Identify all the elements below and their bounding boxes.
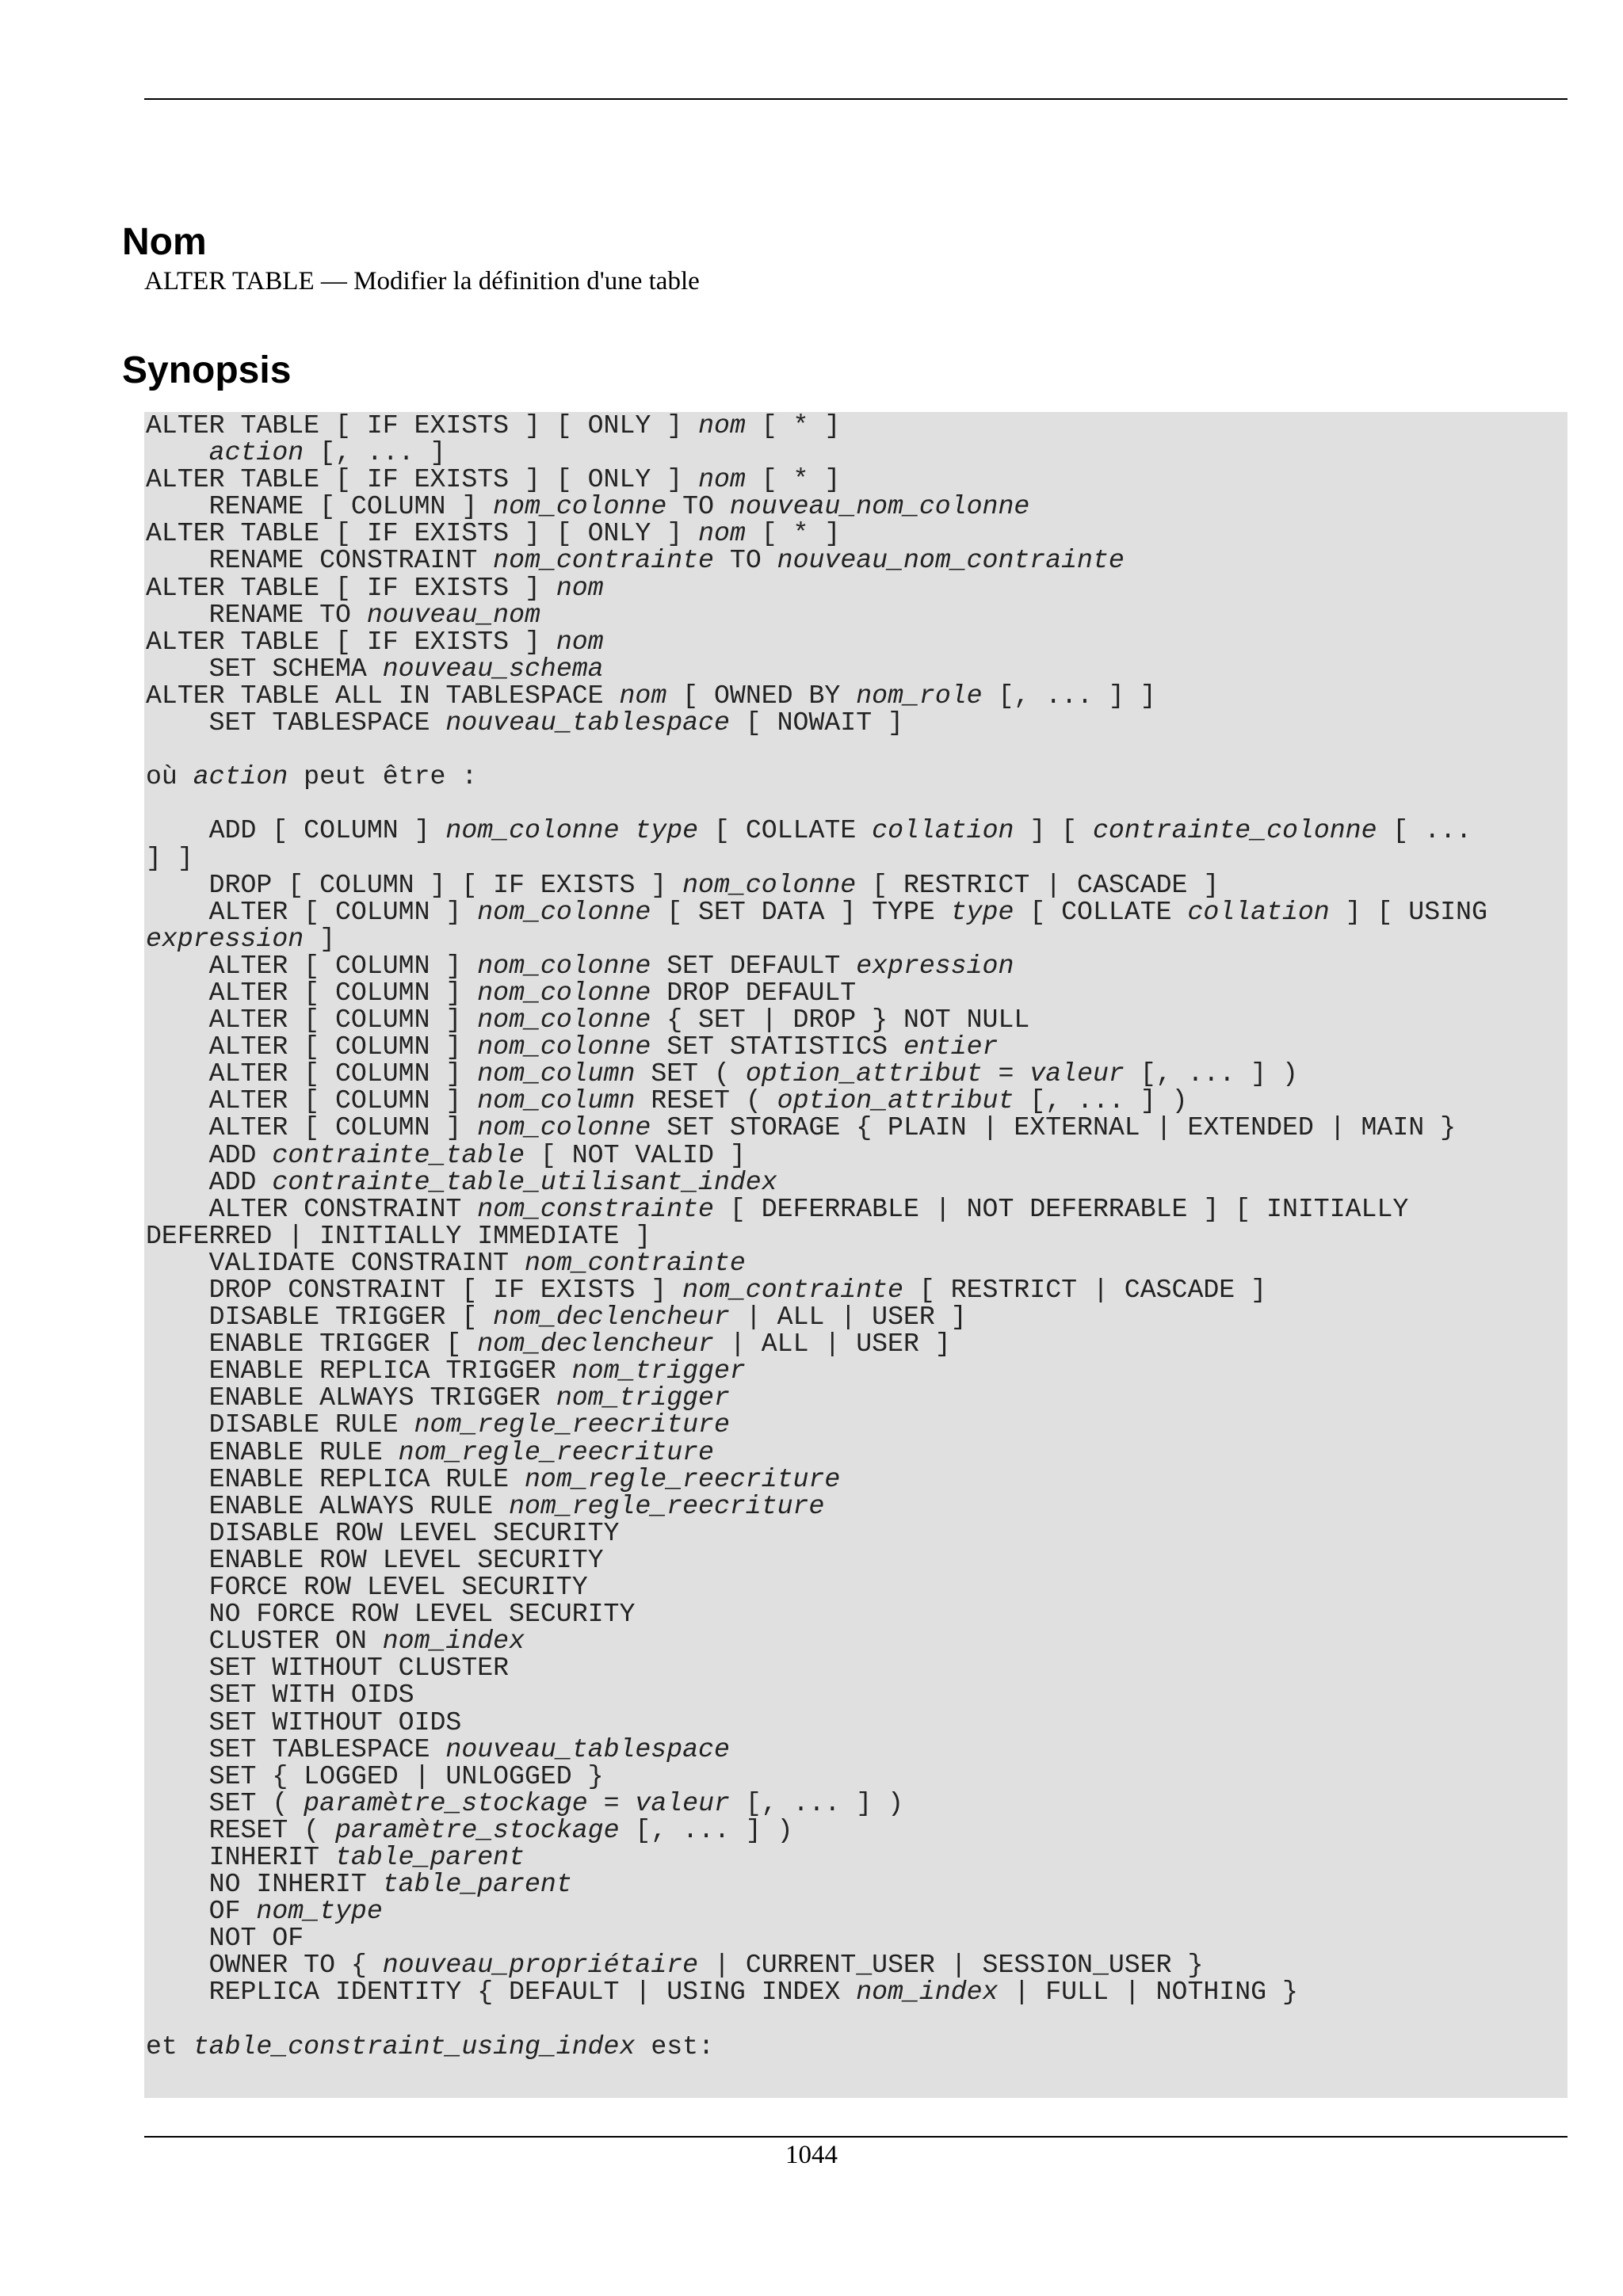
header-rule [144, 98, 1568, 100]
synopsis-keyword-text: DROP [ COLUMN ] [ IF EXISTS ] [146, 869, 683, 900]
synopsis-placeholder: collation [872, 815, 1014, 846]
synopsis-placeholder: nom_trigger [556, 1383, 730, 1413]
synopsis-keyword-text: RENAME [ COLUMN ] [146, 491, 494, 522]
synopsis-keyword-text: ENABLE ROW LEVEL SECURITY [146, 1544, 604, 1575]
synopsis-placeholder: nom_declencheur [493, 1302, 730, 1333]
synopsis-line [146, 1276, 1564, 1303]
synopsis-keyword-text: SET WITHOUT CLUSTER [146, 1653, 510, 1684]
synopsis-keyword-text: SET STATISTICS [651, 1032, 903, 1062]
synopsis-keyword-text: ALTER TABLE ALL IN TABLESPACE [146, 680, 620, 711]
synopsis-placeholder: table_constraint_using_index [193, 2031, 636, 2061]
synopsis-line [146, 1357, 1564, 1384]
synopsis-keyword-text: SET TABLESPACE [146, 707, 446, 738]
synopsis-keyword-text: | CURRENT_USER | SESSION_USER } [698, 1950, 1204, 1981]
synopsis-placeholder: nom_colonne [445, 815, 620, 846]
synopsis-keyword-text: ADD [ COLUMN ] [146, 815, 446, 846]
synopsis-line [146, 1517, 1564, 1548]
section-heading-synopsis: Synopsis [122, 349, 292, 391]
synopsis-keyword-text: ENABLE ALWAYS RULE [146, 1490, 510, 1521]
synopsis-keyword-text: ALTER [ COLUMN ] [146, 1058, 478, 1089]
synopsis-keyword-text: ] [ USING [1329, 896, 1487, 927]
synopsis-keyword-text: OF [146, 1896, 257, 1927]
synopsis-keyword-text: DISABLE TRIGGER [ [146, 1302, 494, 1333]
synopsis-keyword-text: peut être : [288, 761, 478, 792]
synopsis-line [146, 925, 1564, 952]
synopsis-keyword-text: VALIDATE CONSTRAINT [146, 1247, 525, 1278]
synopsis-keyword-text: { SET | DROP } NOT NULL [651, 1005, 1030, 1035]
synopsis-keyword-text: ENABLE TRIGGER [ [146, 1329, 478, 1360]
synopsis-line [146, 1222, 1564, 1249]
synopsis-placeholder: nom_colonne [477, 1112, 651, 1143]
synopsis-keyword-text: RENAME CONSTRAINT [146, 545, 494, 576]
synopsis-keyword-text: [ NOWAIT ] [729, 707, 903, 738]
synopsis-placeholder: entier [903, 1032, 999, 1062]
synopsis-keyword-text: OWNER TO { [146, 1950, 383, 1981]
synopsis-placeholder: contrainte_table [272, 1139, 525, 1170]
synopsis-placeholder: nom_role [856, 680, 983, 711]
refname-description: ALTER TABLE — Modifier la définition d'une table [144, 267, 700, 296]
synopsis-line [146, 709, 1564, 736]
synopsis-line [146, 1544, 1564, 1575]
synopsis-line [146, 1977, 1564, 2008]
synopsis-keyword-text: DROP CONSTRAINT [ IF EXISTS ] [146, 1275, 683, 1305]
synopsis-keyword-text: SET TABLESPACE [146, 1733, 446, 1764]
synopsis-placeholder: expression [856, 950, 1014, 981]
synopsis-line [146, 842, 1564, 873]
synopsis-placeholder: nom_regle_reecriture [398, 1436, 714, 1467]
synopsis-placeholder: contrainte_colonne [1093, 815, 1377, 846]
synopsis-keyword-text: FORCE ROW LEVEL SECURITY [146, 1572, 588, 1603]
footer-rule [144, 2136, 1568, 2138]
synopsis-keyword-text: ADD [146, 1139, 273, 1170]
synopsis-keyword-text: SET { LOGGED | UNLOGGED } [146, 1760, 604, 1791]
synopsis-keyword-text: ALTER [ COLUMN ] [146, 1005, 478, 1035]
synopsis-line [146, 1139, 1564, 1170]
synopsis-line [146, 1572, 1564, 1603]
synopsis-keyword-text: | ALL | USER ] [713, 1329, 951, 1360]
synopsis-placeholder: nouveau_nom [366, 599, 540, 630]
synopsis-placeholder: type [635, 815, 699, 846]
synopsis-keyword-text: RESET ( [146, 1814, 335, 1845]
section-heading-nom: Nom [122, 221, 207, 263]
synopsis-placeholder: nom_index [382, 1626, 525, 1657]
synopsis-keyword-text: ENABLE REPLICA RULE [146, 1463, 525, 1494]
synopsis-keyword-text: et [146, 2031, 193, 2061]
synopsis-placeholder: nom_regle_reecriture [414, 1409, 730, 1440]
synopsis-line [146, 1923, 1564, 1954]
synopsis-keyword-text: [ COLLATE [1014, 896, 1188, 927]
synopsis-keyword-text: = [982, 1058, 1030, 1089]
synopsis-placeholder: contrainte_table_utilisant_index [272, 1166, 777, 1197]
synopsis-line [146, 1329, 1564, 1360]
synopsis-keyword-text: ] [ [1014, 815, 1093, 846]
synopsis-keyword-text: SET SCHEMA [146, 653, 383, 684]
synopsis-keyword-text: TO [666, 491, 730, 522]
synopsis-placeholder: nouveau_tablespace [445, 1733, 730, 1764]
synopsis-line [146, 1087, 1564, 1114]
synopsis-placeholder: nouveau_tablespace [445, 707, 730, 738]
synopsis-line [146, 790, 1564, 817]
synopsis-keyword-text: SET ( [146, 1787, 304, 1818]
synopsis-keyword-text: [ * ] [745, 518, 841, 549]
synopsis-placeholder: type [950, 896, 1014, 927]
synopsis-line [146, 682, 1564, 709]
synopsis-line [146, 817, 1564, 844]
synopsis-line [146, 1463, 1564, 1494]
synopsis-line [146, 1114, 1564, 1141]
synopsis-line [146, 1302, 1564, 1333]
synopsis-placeholder: nom_column [477, 1058, 636, 1089]
synopsis-keyword-text: où [146, 761, 193, 792]
synopsis-placeholder: nom_colonne [477, 1005, 651, 1035]
synopsis-line [146, 1680, 1564, 1711]
synopsis-keyword-text: REPLICA IDENTITY { DEFAULT | USING INDEX [146, 1977, 857, 2008]
synopsis-keyword-text: ALTER CONSTRAINT [146, 1193, 478, 1224]
synopsis-placeholder: option_attribut [777, 1085, 1014, 1116]
synopsis-line [146, 1896, 1564, 1927]
synopsis-placeholder: nom_contrainte [524, 1247, 746, 1278]
synopsis-keyword-text: DISABLE RULE [146, 1409, 414, 1440]
synopsis-placeholder: valeur [635, 1787, 730, 1818]
synopsis-placeholder: nom_colonne [493, 491, 667, 522]
synopsis-placeholder: paramètre_stockage [335, 1814, 620, 1845]
synopsis-placeholder: collation [1187, 896, 1330, 927]
synopsis-keyword-text: INHERIT [146, 1841, 335, 1872]
synopsis-line [146, 1006, 1564, 1033]
synopsis-placeholder: action [193, 761, 288, 792]
synopsis-placeholder: nom [619, 680, 667, 711]
synopsis-placeholder: nom_type [256, 1896, 383, 1927]
synopsis-keyword-text: [, ... ] ) [619, 1814, 793, 1845]
synopsis-keyword-text: NOT OF [146, 1923, 304, 1954]
synopsis-keyword-text: ALTER TABLE [ IF EXISTS ] [146, 572, 556, 603]
synopsis-line [146, 1599, 1564, 1630]
synopsis-keyword-text: ENABLE ALWAYS TRIGGER [146, 1383, 556, 1413]
synopsis-keyword-text: TO [713, 545, 777, 576]
synopsis-keyword-text: CLUSTER ON [146, 1626, 383, 1657]
synopsis-line [146, 1626, 1564, 1657]
synopsis-placeholder: nom [556, 572, 604, 603]
synopsis-keyword-text: NO FORCE ROW LEVEL SECURITY [146, 1599, 636, 1630]
synopsis-keyword-text: [, ... ] ) [1124, 1058, 1298, 1089]
synopsis-keyword-text: [ * ] [745, 412, 841, 441]
synopsis-placeholder: action [208, 437, 304, 468]
synopsis-keyword-text: ALTER TABLE [ IF EXISTS ] [ ONLY ] [146, 464, 699, 495]
synopsis-line [146, 2033, 1564, 2060]
synopsis-placeholder: expression [146, 923, 304, 954]
synopsis-placeholder: nouveau_schema [382, 653, 604, 684]
synopsis-line [146, 493, 1564, 520]
synopsis-placeholder: nom_colonne [477, 896, 651, 927]
synopsis-line [146, 1166, 1564, 1197]
synopsis-keyword-text: | FULL | NOTHING } [998, 1977, 1298, 2008]
synopsis-keyword-text: = [587, 1787, 636, 1818]
synopsis-keyword-text: ALTER [ COLUMN ] [146, 950, 478, 981]
synopsis-keyword-text: ALTER TABLE [ IF EXISTS ] [146, 626, 556, 657]
synopsis-placeholder: nom [698, 518, 746, 549]
synopsis-line [146, 2006, 1564, 2033]
synopsis-line [146, 898, 1564, 925]
synopsis-line [146, 1869, 1564, 1900]
synopsis-keyword-text: est: [635, 2031, 714, 2061]
synopsis-placeholder: nom_contrainte [493, 545, 714, 576]
synopsis-placeholder: nouveau_propriétaire [382, 1950, 699, 1981]
synopsis-keyword-text: [ RESTRICT | CASCADE ] [903, 1275, 1267, 1305]
synopsis-line [146, 1733, 1564, 1764]
synopsis-placeholder: nom_colonne [477, 977, 651, 1008]
synopsis-keyword-text: SET WITHOUT OIDS [146, 1707, 462, 1737]
synopsis-keyword-text: ALTER [ COLUMN ] [146, 1112, 478, 1143]
synopsis-line [146, 412, 1564, 439]
synopsis-placeholder: nom [556, 626, 604, 657]
synopsis-placeholder: nom_regle_reecriture [524, 1463, 841, 1494]
synopsis-placeholder: nom_colonne [682, 869, 857, 900]
synopsis-code [146, 412, 1564, 2060]
synopsis-keyword-text: | ALL | USER ] [729, 1302, 967, 1333]
synopsis-line [146, 547, 1564, 574]
synopsis-keyword-text: [, ... ] ] [982, 680, 1156, 711]
synopsis-keyword-text: SET DEFAULT [651, 950, 857, 981]
synopsis-keyword-text: SET WITH OIDS [146, 1680, 414, 1711]
synopsis-placeholder: option_attribut [745, 1058, 983, 1089]
synopsis-keyword-text: DEFERRED | INITIALLY IMMEDIATE ] [146, 1220, 651, 1251]
synopsis-placeholder: nom_trigger [571, 1356, 746, 1386]
synopsis-placeholder: nom_regle_reecriture [509, 1490, 825, 1521]
synopsis-line [146, 1841, 1564, 1872]
synopsis-placeholder: table_parent [335, 1841, 525, 1872]
synopsis-line [146, 628, 1564, 655]
synopsis-keyword-text: [ COLLATE [698, 815, 873, 846]
synopsis-keyword-text: ALTER TABLE [ IF EXISTS ] [ ONLY ] [146, 412, 699, 441]
synopsis-placeholder: nom [698, 464, 746, 495]
synopsis-keyword-text: [, ... ] ) [729, 1787, 903, 1818]
synopsis-placeholder: nom_colonne [477, 950, 651, 981]
synopsis-keyword-text: DISABLE ROW LEVEL SECURITY [146, 1517, 620, 1548]
synopsis-placeholder: valeur [1029, 1058, 1125, 1089]
synopsis-line [146, 871, 1564, 898]
synopsis-keyword-text: [ NOT VALID ] [524, 1139, 746, 1170]
synopsis-placeholder: paramètre_stockage [304, 1787, 588, 1818]
synopsis-keyword-text: [ DEFERRABLE | NOT DEFERRABLE ] [ INITIALLY [713, 1193, 1409, 1224]
synopsis-placeholder: nom_column [477, 1085, 636, 1116]
synopsis-keyword-text: ] [304, 923, 336, 954]
synopsis-line [146, 601, 1564, 628]
synopsis-line [146, 1249, 1564, 1276]
synopsis-keyword-text: ALTER TABLE [ IF EXISTS ] [ ONLY ] [146, 518, 699, 549]
synopsis-placeholder: nom_contrainte [682, 1275, 903, 1305]
synopsis-keyword-text: SET ( [635, 1058, 746, 1089]
synopsis-keyword-text: ENABLE REPLICA TRIGGER [146, 1356, 572, 1386]
synopsis-line [146, 466, 1564, 493]
synopsis-line [146, 736, 1564, 763]
synopsis-keyword-text: [ ... [1377, 815, 1472, 846]
synopsis-block [144, 412, 1568, 2098]
synopsis-placeholder: nom_colonne [477, 1032, 651, 1062]
synopsis-keyword-text [619, 815, 635, 845]
synopsis-keyword-text: [, ... ] [304, 437, 446, 468]
synopsis-keyword-text: NO INHERIT [146, 1869, 383, 1900]
synopsis-keyword-text: ALTER [ COLUMN ] [146, 896, 478, 927]
synopsis-keyword-text: [ * ] [745, 464, 841, 495]
synopsis-placeholder: table_parent [382, 1869, 572, 1900]
synopsis-line [146, 1950, 1564, 1981]
synopsis-placeholder: nom_index [856, 1977, 999, 2008]
synopsis-keyword-text: DROP DEFAULT [651, 977, 857, 1008]
synopsis-keyword-text: ALTER [ COLUMN ] [146, 977, 478, 1008]
synopsis-line [146, 1814, 1564, 1845]
synopsis-keyword-text: [, ... ] ) [1014, 1085, 1188, 1116]
synopsis-line [146, 1490, 1564, 1521]
synopsis-line [146, 1787, 1564, 1818]
synopsis-keyword-text: ALTER [ COLUMN ] [146, 1085, 478, 1116]
synopsis-line [146, 1193, 1564, 1224]
synopsis-keyword-text [146, 437, 209, 467]
synopsis-line [146, 1653, 1564, 1684]
synopsis-line [146, 1709, 1564, 1736]
synopsis-line [146, 1760, 1564, 1791]
synopsis-keyword-text: RENAME TO [146, 599, 367, 630]
synopsis-line [146, 1411, 1564, 1438]
synopsis-line [146, 763, 1564, 790]
synopsis-line [146, 439, 1564, 466]
synopsis-keyword-text: [ RESTRICT | CASCADE ] [856, 869, 1220, 900]
synopsis-keyword-text: SET STORAGE { PLAIN | EXTERNAL | EXTENDED | MAIN } [651, 1112, 1457, 1143]
synopsis-line [146, 1033, 1564, 1060]
synopsis-placeholder: nouveau_nom_colonne [729, 491, 1030, 522]
synopsis-line [146, 952, 1564, 979]
synopsis-keyword-text: [ OWNED BY [666, 680, 857, 711]
synopsis-placeholder: nom_constrainte [477, 1193, 714, 1224]
synopsis-placeholder: nom_declencheur [477, 1329, 714, 1360]
synopsis-keyword-text: RESET ( [635, 1085, 777, 1116]
synopsis-line [146, 574, 1564, 601]
synopsis-keyword-text: ADD [146, 1166, 273, 1197]
synopsis-placeholder: nouveau_nom_contrainte [777, 545, 1125, 576]
synopsis-line [146, 520, 1564, 547]
synopsis-line [146, 1436, 1564, 1467]
synopsis-line [146, 655, 1564, 682]
synopsis-keyword-text: ] ] [146, 842, 193, 873]
page-number: 1044 [785, 2141, 838, 2169]
synopsis-keyword-text: [ SET DATA ] TYPE [651, 896, 951, 927]
synopsis-placeholder: nom [698, 412, 746, 441]
synopsis-keyword-text: ALTER [ COLUMN ] [146, 1032, 478, 1062]
synopsis-line [146, 979, 1564, 1006]
synopsis-keyword-text: ENABLE RULE [146, 1436, 399, 1467]
synopsis-line [146, 1384, 1564, 1411]
synopsis-line [146, 1060, 1564, 1087]
